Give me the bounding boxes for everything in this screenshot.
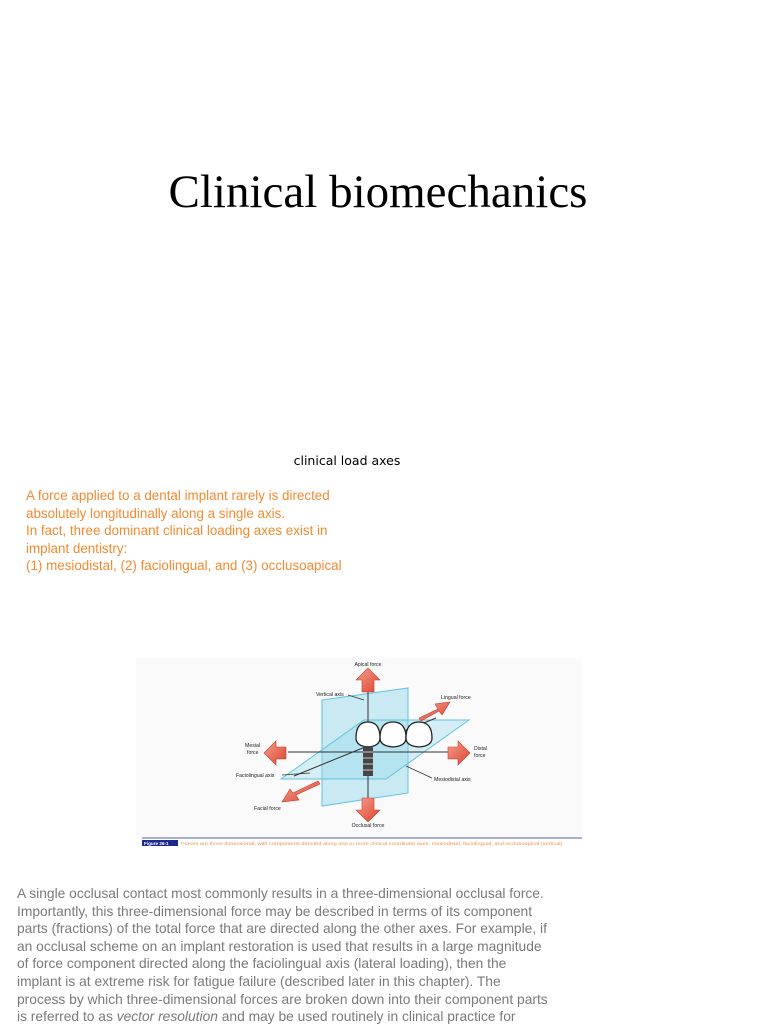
teeth-crowns	[356, 722, 432, 747]
body-text-segment: is referred to as	[17, 1009, 117, 1025]
intro-line: (1) mesiodistal, (2) faciolingual, and (3) occlusoapical	[26, 558, 342, 573]
body-line: of force component directed along the faciolingual axis (lateral loading), then the	[17, 956, 507, 972]
distal-force-label-line1: Distal	[474, 746, 487, 752]
slide-title: Clinical biomechanics	[168, 166, 588, 218]
caption-tag: Figure 26-1	[144, 841, 169, 846]
apical-force-label: Apical force	[354, 662, 382, 668]
body-text-segment: and may be used routinely in clinical practice for	[217, 1009, 516, 1025]
load-axes-figure	[136, 658, 582, 848]
intro-line: A force applied to a dental implant rarely is directed	[26, 488, 330, 503]
body-line: parts (fractions) of the total force that are directed along the other axes. For example, if	[17, 921, 547, 937]
vertical-axis-label: Vertical axis	[316, 692, 344, 698]
mesiodistal-axis-label: Mesiodistal axis	[434, 777, 471, 783]
load-axes-diagram	[136, 658, 582, 848]
body-line: process by which three-dimensional forces are broken down into their component parts	[17, 991, 548, 1007]
body-paragraph	[17, 885, 577, 1026]
implant-body	[363, 746, 373, 776]
facial-force-label: Facial force	[254, 806, 281, 812]
mesial-force-label-line2: force	[247, 750, 259, 756]
section-heading: clinical load axes	[293, 453, 401, 468]
body-line-last	[17, 1008, 577, 1026]
vector-resolution-term: vector resolution	[116, 1009, 218, 1025]
occlusal-force-label: Occlusal force	[351, 823, 385, 829]
faciolingual-axis-label: Faciolingual axis	[236, 773, 275, 779]
body-line: A single occlusal contact most commonly results in a three-dimensional occlusal force.	[17, 886, 544, 901]
lingual-force-label: Lingual force	[441, 695, 471, 701]
intro-line: In fact, three dominant clinical loading axes exist in	[26, 523, 328, 538]
intro-line: absolutely longitudinally along a single axis.	[26, 505, 286, 521]
caption-text: Forces are three-dimensional, with components directed along one or more clinical coordinate axes: mesiodistal, faciolingual, and occlusoapical (vertical).	[181, 841, 564, 846]
body-line: implant is at extreme risk for fatigue failure (described later in this chapter). The	[17, 973, 501, 989]
intro-paragraph	[26, 487, 426, 575]
body-line: an occlusal scheme on an implant restoration is used that results in a large magnitude	[17, 938, 542, 954]
body-line: Importantly, this three-dimensional force may be described in terms of its component	[17, 903, 533, 919]
intro-line: implant dentistry:	[26, 540, 128, 556]
mesial-force-label-line1: Mesial	[245, 743, 260, 749]
distal-force-label-line2: force	[474, 753, 486, 759]
